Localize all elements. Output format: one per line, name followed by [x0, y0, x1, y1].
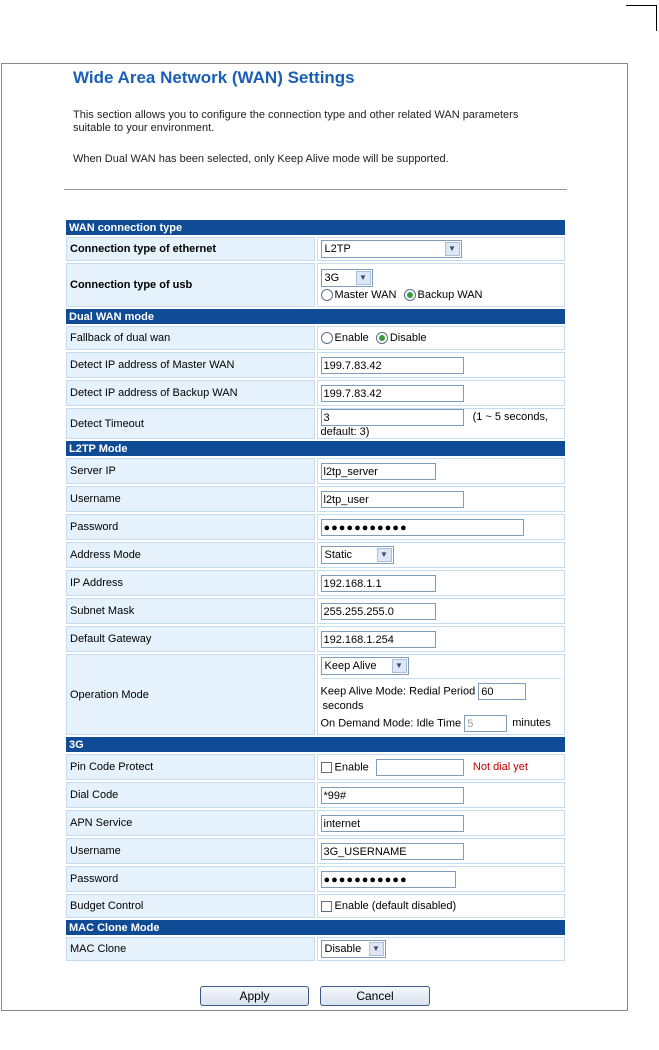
- redial-period-input[interactable]: 60: [478, 683, 526, 700]
- chevron-down-icon: ▼: [369, 942, 384, 956]
- server-ip-input[interactable]: l2tp_server: [321, 463, 436, 480]
- seconds-label: seconds: [322, 700, 364, 712]
- ethernet-type-select[interactable]: L2TP ▼: [321, 240, 462, 258]
- idle-time-input[interactable]: 5: [464, 715, 507, 732]
- fallback-label: Fallback of dual wan: [66, 326, 315, 350]
- fallback-disable-radio[interactable]: [376, 332, 388, 344]
- keepalive-label: Keep Alive Mode: Redial Period: [320, 685, 476, 698]
- subnet-mask-label: Subnet Mask: [66, 598, 315, 624]
- l2tp-username-input[interactable]: l2tp_user: [321, 491, 464, 508]
- 3g-password-input[interactable]: ●●●●●●●●●●●: [321, 871, 456, 888]
- usb-type-label: Connection type of usb: [66, 263, 315, 307]
- 3g-password-label: Password: [66, 866, 315, 892]
- budget-enable-label: Enable (default disabled): [334, 900, 457, 912]
- default-gateway-input[interactable]: 192.168.1.254: [321, 631, 436, 648]
- chevron-down-icon: ▼: [377, 548, 392, 562]
- minutes-label: minutes: [512, 717, 551, 730]
- l2tp-password-input[interactable]: ●●●●●●●●●●●: [321, 519, 524, 536]
- subnet-mask-input[interactable]: 255.255.255.0: [321, 603, 436, 620]
- apn-service-input[interactable]: internet: [321, 815, 464, 832]
- mac-clone-select[interactable]: Disable ▼: [321, 940, 386, 958]
- l2tp-password-label: Password: [66, 514, 315, 540]
- usb-type-select[interactable]: 3G ▼: [321, 269, 373, 287]
- chevron-down-icon: ▼: [356, 271, 371, 285]
- address-mode-label: Address Mode: [66, 542, 315, 568]
- timeout-hint: (1 ~ 5 seconds, default: 3): [320, 411, 549, 438]
- apn-service-label: APN Service: [66, 810, 315, 836]
- cancel-button[interactable]: Cancel: [320, 986, 430, 1006]
- operation-mode-select[interactable]: Keep Alive ▼: [321, 657, 409, 675]
- mac-clone-label: MAC Clone: [66, 937, 315, 961]
- l2tp-username-label: Username: [66, 486, 315, 512]
- operation-mode-label: Operation Mode: [66, 654, 315, 735]
- master-ip-label: Detect IP address of Master WAN: [66, 352, 315, 378]
- budget-enable-checkbox[interactable]: [321, 901, 332, 912]
- backup-ip-input[interactable]: 199.7.83.42: [321, 385, 464, 402]
- backup-wan-radio[interactable]: [404, 289, 416, 301]
- section-header-dual-wan: Dual WAN mode: [66, 309, 565, 324]
- dial-code-input[interactable]: *99#: [321, 787, 464, 804]
- master-wan-radio[interactable]: [321, 289, 333, 301]
- section-header-mac-clone: MAC Clone Mode: [66, 920, 565, 935]
- ethernet-type-label: Connection type of ethernet: [66, 237, 315, 261]
- dual-wan-note: When Dual WAN has been selected, only Keep Alive mode will be supported.: [73, 153, 449, 165]
- section-header-3g: 3G: [66, 737, 565, 752]
- 3g-username-input[interactable]: 3G_USERNAME: [321, 843, 464, 860]
- apply-button[interactable]: Apply: [200, 986, 309, 1006]
- section-header-wan-type: WAN connection type: [66, 220, 565, 235]
- section-header-l2tp: L2TP Mode: [66, 441, 565, 456]
- chevron-down-icon: ▼: [445, 242, 460, 256]
- page-title: Wide Area Network (WAN) Settings: [73, 68, 355, 87]
- timeout-input[interactable]: 3: [321, 409, 464, 426]
- backup-ip-label: Detect IP address of Backup WAN: [66, 380, 315, 406]
- page-corner-mark: [626, 5, 657, 31]
- default-gateway-label: Default Gateway: [66, 626, 315, 652]
- page-description: This section allows you to configure the connection type and other related WAN parameters suitable to your environment.: [73, 109, 519, 134]
- pin-code-input[interactable]: [376, 759, 464, 776]
- ondemand-label: On Demand Mode: Idle Time: [320, 717, 462, 730]
- fallback-enable-radio[interactable]: [321, 332, 333, 344]
- master-wan-label: Master WAN: [334, 288, 397, 301]
- address-mode-select[interactable]: Static ▼: [321, 546, 394, 564]
- master-ip-input[interactable]: 199.7.83.42: [321, 357, 464, 374]
- wan-settings-table: [64, 218, 567, 963]
- budget-control-label: Budget Control: [66, 894, 315, 918]
- pin-enable-label: Enable: [334, 760, 369, 773]
- chevron-down-icon: ▼: [392, 659, 407, 673]
- fallback-enable-label: Enable: [334, 331, 369, 344]
- pin-code-label: Pin Code Protect: [66, 754, 315, 780]
- dial-code-label: Dial Code: [66, 782, 315, 808]
- divider: [64, 189, 567, 190]
- ip-address-input[interactable]: 192.168.1.1: [321, 575, 436, 592]
- server-ip-label: Server IP: [66, 458, 315, 484]
- dial-status-text: Not dial yet: [472, 760, 528, 773]
- timeout-label: Detect Timeout: [66, 408, 315, 439]
- backup-wan-label: Backup WAN: [417, 288, 483, 301]
- fallback-disable-label: Disable: [389, 331, 427, 344]
- pin-enable-checkbox[interactable]: [321, 762, 332, 773]
- ip-address-label: IP Address: [66, 570, 315, 596]
- 3g-username-label: Username: [66, 838, 315, 864]
